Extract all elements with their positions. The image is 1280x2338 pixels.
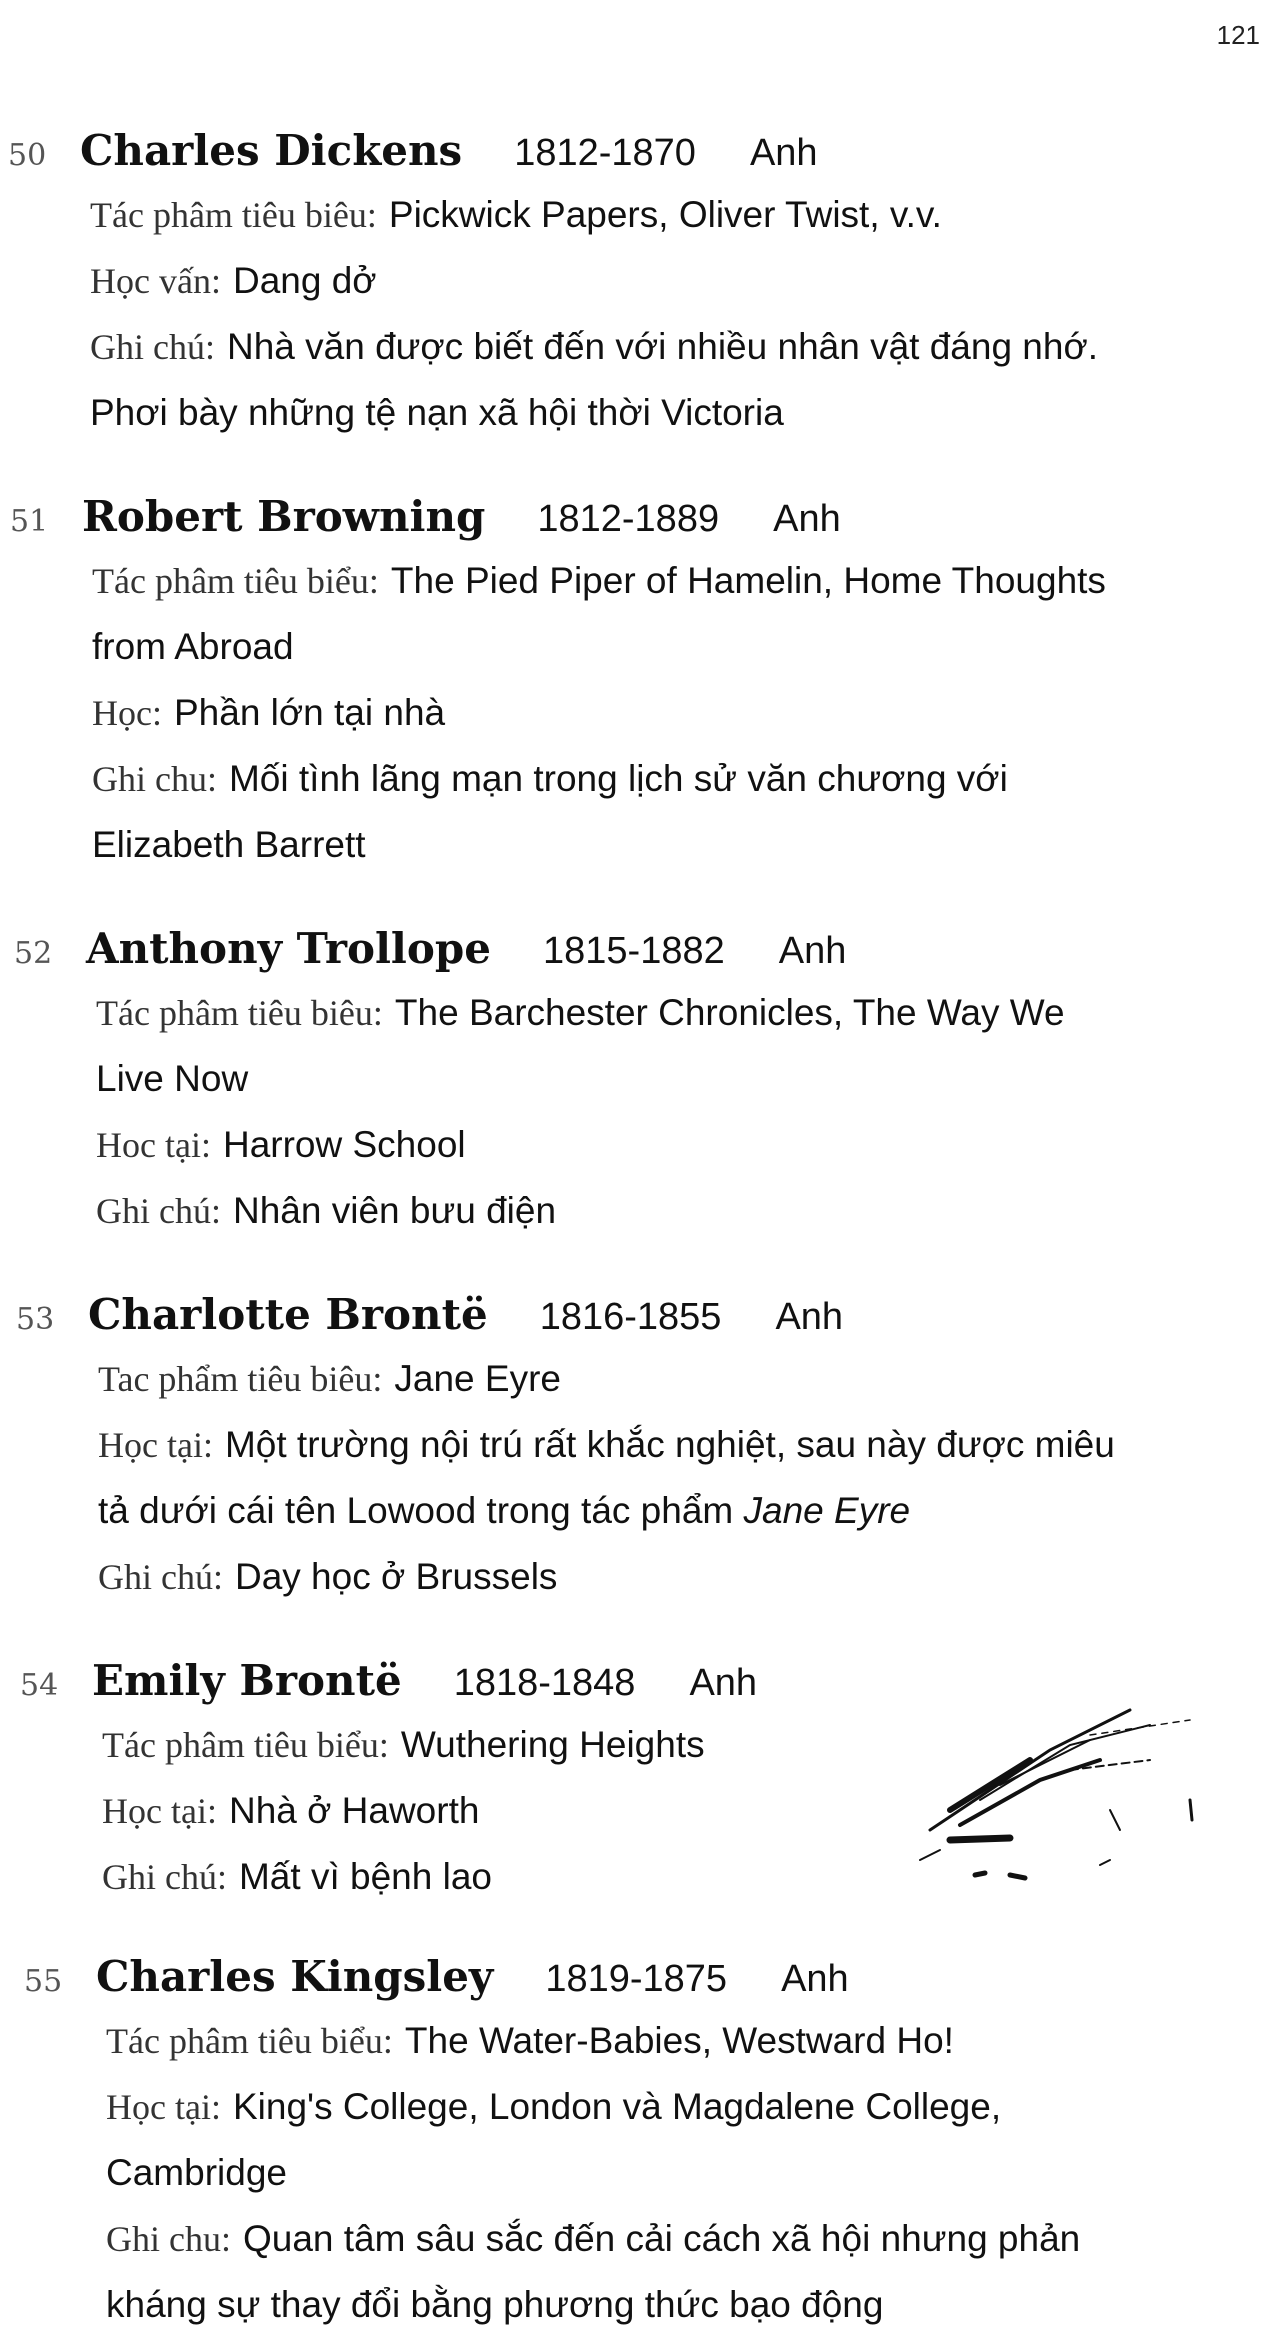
note-line — [92, 746, 1106, 812]
entry-number: 52 — [14, 936, 53, 971]
author-name: Emily Brontë — [92, 1656, 402, 1705]
entry-number: 54 — [20, 1668, 59, 1703]
author-country: Anh — [781, 1958, 849, 2000]
education-label: Học tại: — [106, 2087, 221, 2127]
works-label: Tác phâm tiêu biêu: — [96, 993, 383, 1033]
education-line — [98, 1412, 1115, 1478]
entry-header — [14, 924, 1065, 980]
education-label: Học tại: — [98, 1425, 213, 1465]
works-label: Tác phâm tiêu biểu: — [102, 1725, 389, 1765]
works-text: The Water-Babies, Westward Ho! — [404, 2020, 954, 2061]
education-text: Nhà ở Haworth — [228, 1790, 480, 1831]
education-continuation — [98, 1478, 1115, 1544]
author-name: Charles Dickens — [80, 126, 463, 175]
note-line — [106, 2206, 1080, 2272]
entry-number: 55 — [24, 1964, 63, 1999]
works-label: Tác phâm tiêu biểu: — [106, 2021, 393, 2061]
education-line — [96, 1112, 1065, 1178]
author-years: 1812-1870 — [514, 132, 696, 174]
works-label: Tac phẩm tiêu biêu: — [98, 1359, 383, 1399]
entry-number: 50 — [8, 138, 47, 173]
education-label: Hoc tại: — [96, 1125, 211, 1165]
education-continuation: Cambridge — [106, 2152, 287, 2193]
education-continuation-text: tả dưới cái tên Lowood trong tác phẩm — [98, 1490, 734, 1531]
entry-header — [10, 492, 1106, 548]
works-continuation: Live Now — [96, 1058, 249, 1099]
education-line — [90, 248, 1098, 314]
education-text: Một trường nội trú rất khắc nghiệt, sau này được miêu — [224, 1424, 1115, 1465]
author-country: Anh — [778, 930, 847, 972]
note-label: Ghi chú: — [102, 1857, 227, 1897]
note-text: Nhà văn được biết đến với nhiều nhân vật đáng nhớ. — [226, 326, 1099, 367]
works-line — [90, 182, 1098, 248]
author-name: Charles Kingsley — [96, 1952, 494, 2001]
works-text: Pickwick Papers, Oliver Twist, v.v. — [388, 194, 942, 235]
entry-header — [16, 1290, 1115, 1346]
works-line — [92, 548, 1106, 614]
education-text: Harrow School — [222, 1124, 466, 1165]
author-years: 1815-1882 — [543, 930, 725, 972]
author-entry — [10, 492, 1106, 878]
author-entry — [16, 1290, 1115, 1610]
note-line — [102, 1844, 757, 1910]
works-label: Tác phâm tiêu biêu: — [90, 195, 377, 235]
note-text: Mối tình lãng mạn trong lịch sử văn chương với — [228, 758, 1008, 799]
education-text: King's College, London và Magdalene College, — [232, 2086, 1002, 2127]
works-line — [96, 980, 1065, 1046]
author-name: Robert Browning — [82, 492, 486, 541]
education-line — [106, 2074, 1080, 2140]
author-years: 1818-1848 — [453, 1662, 636, 1704]
education-label: Học: — [92, 693, 162, 733]
book-title: Jane Eyre — [743, 1490, 911, 1531]
entry-header — [20, 1656, 757, 1712]
note-line — [90, 314, 1098, 380]
author-entry — [20, 1656, 757, 1910]
quill-sketch-illustration — [890, 1690, 1210, 1890]
note-label: Ghi chu: — [106, 2219, 231, 2259]
author-name: Charlotte Brontë — [88, 1290, 488, 1339]
works-text: The Pied Piper of Hamelin, Home Thoughts — [390, 560, 1106, 601]
works-line — [106, 2008, 1080, 2074]
works-text: The Barchester Chronicles, The Way We — [394, 992, 1065, 1033]
author-country: Anh — [775, 1296, 844, 1338]
entry-number: 51 — [10, 504, 49, 539]
note-continuation: Elizabeth Barrett — [92, 824, 366, 865]
entry-header — [24, 1952, 1080, 2008]
author-country: Anh — [773, 498, 841, 540]
author-country: Anh — [689, 1662, 758, 1704]
entry-header — [8, 126, 1098, 182]
author-years: 1812-1889 — [537, 498, 720, 540]
works-text: Wuthering Heights — [400, 1724, 705, 1765]
note-line — [98, 1544, 1115, 1610]
author-entry — [8, 126, 1098, 446]
note-line — [96, 1178, 1065, 1244]
note-label: Ghi chú: — [96, 1191, 221, 1231]
works-label: Tác phâm tiêu biểu: — [92, 561, 379, 601]
author-name: Anthony Trollope — [86, 924, 491, 973]
works-continuation: from Abroad — [92, 626, 294, 667]
education-text: Phần lớn tại nhà — [173, 692, 446, 733]
entry-number: 53 — [16, 1302, 55, 1337]
note-text: Nhân viên bưu điện — [232, 1190, 557, 1231]
note-continuation: kháng sự thay đổi bằng phương thức bạo động — [106, 2284, 884, 2325]
note-label: Ghi chu: — [92, 759, 217, 799]
education-label: Học vấn: — [90, 261, 221, 301]
note-label: Ghi chú: — [98, 1557, 223, 1597]
note-text: Mất vì bệnh lao — [238, 1856, 492, 1897]
note-label: Ghi chú: — [90, 327, 215, 367]
author-entry — [14, 924, 1065, 1244]
author-years: 1816-1855 — [539, 1296, 722, 1338]
author-years: 1819-1875 — [545, 1958, 728, 2000]
education-line — [92, 680, 1106, 746]
works-text: Jane Eyre — [394, 1358, 561, 1399]
author-entry — [24, 1952, 1080, 2338]
author-country: Anh — [749, 132, 818, 174]
education-line — [102, 1778, 757, 1844]
education-label: Học tại: — [102, 1791, 217, 1831]
note-continuation: Phơi bày những tệ nạn xã hội thời Victoria — [90, 392, 784, 433]
note-text: Day học ở Brussels — [234, 1556, 558, 1597]
works-line — [102, 1712, 757, 1778]
education-text: Dang dở — [232, 260, 377, 301]
note-text: Quan tâm sâu sắc đến cải cách xã hội nhưng phản — [242, 2218, 1081, 2259]
page-number: 121 — [1216, 20, 1260, 50]
works-line — [98, 1346, 1115, 1412]
